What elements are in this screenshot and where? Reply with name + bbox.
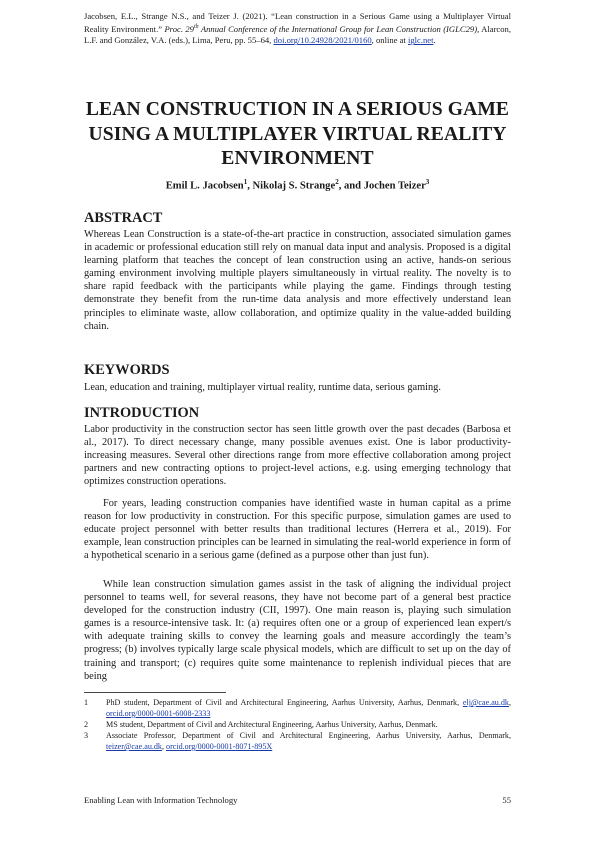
author-2: , Nikolaj S. Strange xyxy=(247,180,336,192)
citation-online-at: , online at xyxy=(371,35,406,46)
keywords-heading: KEYWORDS xyxy=(84,362,170,378)
citation-proc-sup: th xyxy=(193,24,199,31)
intro-paragraph-1: Labor productivity in the construction sector has seen little growth over the past decades (Barbosa et al., 2017). To direct necessary change, many possible avenues exist. One is labor productivity-increasing measures. Several other directions range from more effective collaboration among project partners and new contracting options to project-level actions, e.g. using emerging technology that optimizes construction operations. xyxy=(84,424,511,488)
author-1: Emil L. Jacobsen xyxy=(165,180,244,192)
footnote-separator: , xyxy=(161,742,167,751)
author-2-affil: 2 xyxy=(335,178,339,186)
introduction-heading: INTRODUCTION xyxy=(84,405,200,421)
footnote-number: 1 xyxy=(84,698,89,707)
paper-title: LEAN CONSTRUCTION IN A SERIOUS GAME USING A MULTIPLAYER VIRTUAL REALITY ENVIRONMENT xyxy=(85,99,510,169)
citation-conf: Annual Conference of the International Group for Lean Construction (IGLC29), xyxy=(200,24,480,35)
iglc-link[interactable]: iglc.net xyxy=(407,35,434,46)
footnote-text: Associate Professor, Department of Civil and Architectural Engineering, Aarhus University, Aarhus, Denmark, xyxy=(106,731,511,740)
page-number: 55 xyxy=(502,795,511,805)
author-1-affil: 1 xyxy=(243,178,248,186)
abstract-text: Whereas Lean Construction is a state-of-the-art practice in construction, associated simulation games in academic or professional education still rely on manual data input and analysis. Proposed is a digital learning platform that teaches the concept of lean construction using an active, hands-on serious gaming environment involving multiple players simultaneously in virtual reality. The novelty is to share rapid feedback with the participants while playing the game. Findings through testing demonstrate they benefit from the run-time data analysis and more effectively understand lean principles to eliminate waste, allow collaboration, and optimize quality in the value-added building chain. xyxy=(84,229,511,332)
footnote-text: PhD student, Department of Civil and Architectural Engineering, Aarhus University, Aarhus, Denmark, xyxy=(106,698,460,707)
citation-end: . xyxy=(433,35,436,46)
orcid-link[interactable]: orcid.org/0000-0001-6008-2333 xyxy=(106,709,211,718)
footnote-3 xyxy=(84,730,511,752)
citation-text: Jacobsen, E.L., Strange N.S., and Teizer J. (2021). “Lean construction in a Serious Game using a Multiplayer Virtual Reality Environment.” xyxy=(84,11,511,35)
orcid-link[interactable]: orcid.org/0000-0001-8071-895X xyxy=(166,742,273,751)
footnote-number: 2 xyxy=(84,720,89,729)
author-3-affil: 3 xyxy=(425,178,430,186)
abstract-heading: ABSTRACT xyxy=(84,210,163,226)
intro-paragraph-2: For years, leading construction companies have identified waste in human capital as a prime reason for low productivity in construction. For this specific purpose, simulation games are used to educate project personnel with better results than traditional lectures (Herrera et al., 2019). For example, lean construction principles can be learned in simulating the real-world experience in form of a hypothetical scenario in a serious game (defined as a purpose other than just fun). xyxy=(84,498,511,562)
citation-proc-text: Proc. 29 xyxy=(164,24,194,35)
footnotes xyxy=(84,697,511,752)
author-list xyxy=(60,178,535,192)
citation-proc xyxy=(164,24,479,34)
author-3: , and Jochen Teizer xyxy=(338,180,426,192)
email-link[interactable]: teizer@cae.au.dk xyxy=(106,742,162,751)
footer-running-title: Enabling Lean with Information Technology xyxy=(84,795,238,805)
footnote-separator: , xyxy=(508,698,511,707)
citation-editors: Alarcon, L.F. and González, V.A. (eds.), Lima, Peru, pp. 55–64, xyxy=(84,24,511,46)
footnote-1 xyxy=(84,697,511,719)
keywords-text: Lean, education and training, multiplayer virtual reality, runtime data, serious gaming. xyxy=(84,382,441,393)
intro-paragraph-3: While lean construction simulation games assist in the task of aligning the individual project personnel to teams well, for several reasons, they have not become part of a general best practice developed for the construction industry (CII, 1997). One main reason is, playing such simulation games is a resource-intensive task. It: (a) requires often one or a group of experienced lean expert/s with adequate training skills to convey the learning goals and measure accordingly the team’s progress; (b) involves typically large scale physical models, which are difficult to set up on the day of training and transport; (c) requires quite some maintenance to replenish individual pieces that are being xyxy=(84,579,511,682)
doi-link[interactable]: doi.org/10.24928/2021/0160 xyxy=(273,35,372,46)
email-link[interactable]: elj@cae.au.dk xyxy=(462,698,509,707)
footnote-2 xyxy=(84,719,511,730)
footnote-number: 3 xyxy=(84,731,89,740)
footnote-text: MS student, Department of Civil and Architectural Engineering, Aarhus University, Aarhus, Denmark. xyxy=(106,720,438,729)
page-footer xyxy=(84,795,511,805)
footnote-divider xyxy=(84,692,226,693)
citation-header xyxy=(84,11,511,46)
